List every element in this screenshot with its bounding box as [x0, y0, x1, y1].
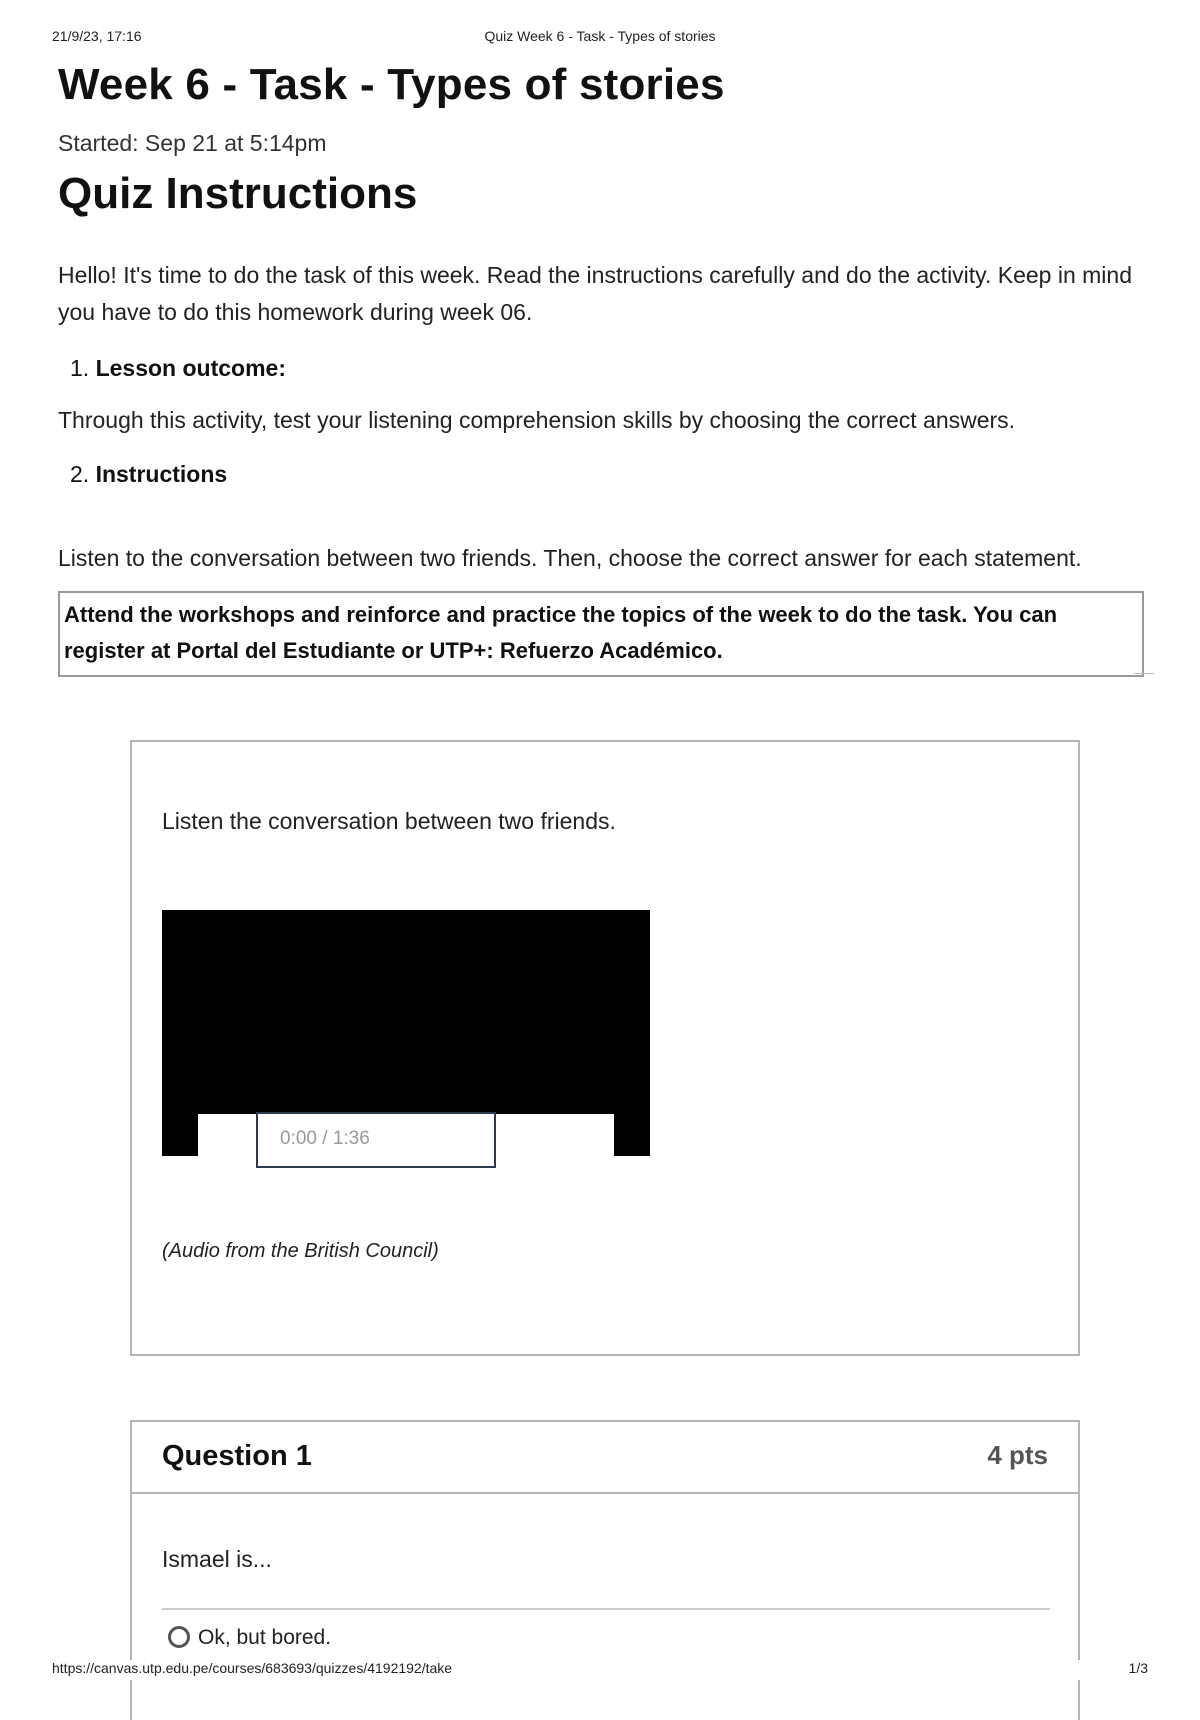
quiz-content [58, 60, 1148, 677]
audio-card [130, 740, 1080, 1356]
media-player[interactable] [162, 910, 650, 1156]
outcome-paragraph: Through this activity, test your listening comprehension skills by choosing the correct answers. [58, 407, 1016, 433]
quiz-title: Week 6 - Task - Types of stories [58, 60, 725, 109]
print-url: https://canvas.utp.edu.pe/courses/683693/quizzes/4192192/take [52, 1660, 453, 1676]
workshop-notice-box [58, 591, 1144, 677]
player-frame-left [162, 1114, 198, 1156]
player-controls[interactable] [256, 1112, 496, 1168]
print-datetime: 21/9/23, 17:16 [52, 28, 142, 44]
question-prompt: Ismael is... [162, 1546, 272, 1572]
answer-option[interactable] [168, 1626, 331, 1650]
question-header [132, 1422, 1078, 1494]
playback-time: 0:00 / 1:36 [280, 1128, 370, 1149]
print-footer [0, 1660, 1200, 1680]
divider [162, 1608, 1050, 1610]
list-item-lesson-outcome [70, 355, 1148, 382]
listen-paragraph: Listen to the conversation between two friends. Then, choose the correct answer for each statement. [58, 545, 1082, 571]
instructions-heading: Quiz Instructions [58, 169, 418, 218]
print-doc-title: Quiz Week 6 - Task - Types of stories [484, 28, 716, 44]
print-header [0, 28, 1200, 48]
audio-heading: Listen the conversation between two friends. [162, 808, 616, 834]
intro-paragraph: Hello! It's time to do the task of this week. Read the instructions carefully and do the activity. Keep in mind you have to do this homework during week 06. [58, 262, 1133, 325]
list-label: Instructions [95, 461, 228, 487]
answer-option-label: Ok, but bored. [198, 1626, 332, 1649]
list-item-instructions [70, 461, 1148, 488]
list-label: Lesson outcome: [95, 355, 286, 381]
question-title: Question 1 [162, 1440, 312, 1472]
player-frame-right [614, 1114, 650, 1156]
video-screen[interactable] [162, 910, 650, 1114]
audio-credit: (Audio from the British Council) [162, 1240, 439, 1262]
started-timestamp: Started: Sep 21 at 5:14pm [58, 130, 327, 156]
page-number: 1/3 [1128, 1660, 1148, 1676]
radio-button[interactable] [168, 1626, 190, 1648]
question-points: 4 pts [987, 1440, 1048, 1470]
list-number: 2. [70, 461, 90, 487]
divider [1134, 673, 1154, 674]
workshop-notice-text: Attend the workshops and reinforce and practice the topics of the week to do the task. You can register at Portal del Estudiante or UTP+: Refuerzo Académico. [64, 602, 1058, 663]
list-number: 1. [70, 355, 90, 381]
